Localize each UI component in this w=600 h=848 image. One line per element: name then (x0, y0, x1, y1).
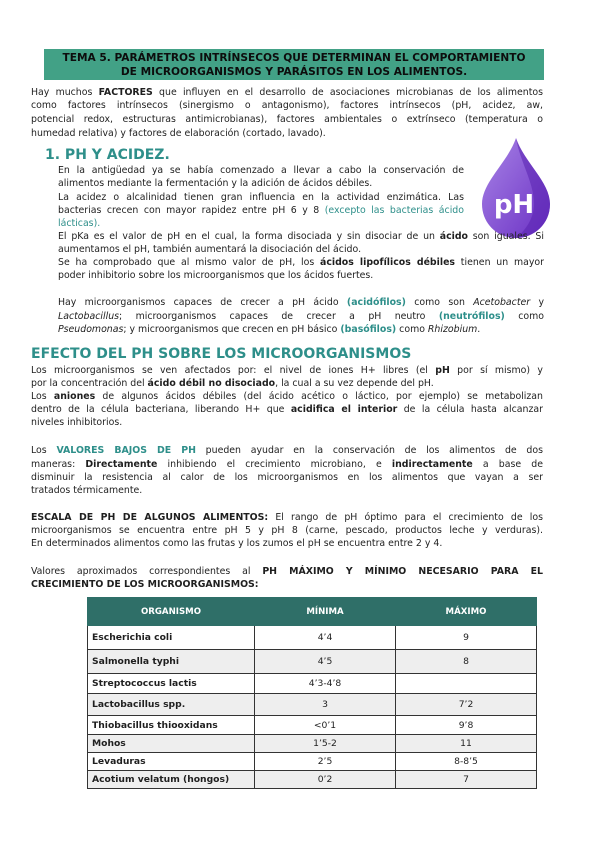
cell-max: 11 (396, 735, 537, 753)
s2-b-line-3: disminuir la resistencia al calor de los microorganismos en los alimentos que vayan a ser (31, 472, 543, 483)
table-row (88, 735, 537, 753)
cell-min: 0’2 (255, 771, 396, 789)
table-row (88, 716, 537, 735)
cell-min: 4’3-4’8 (255, 674, 396, 694)
table-row (88, 650, 537, 674)
intro-line-3: potencial redox, estructuras antimicrobianas), factores ambientales o extrínseco (temperatura o (31, 114, 543, 125)
cell-min: 4’4 (255, 626, 396, 650)
cell-organism: Mohos (88, 735, 255, 753)
s2-a-line-2: por la concentración del ácido débil no disociado, la cual a su vez depende del pH. (31, 378, 434, 389)
cell-min: 1’5-2 (255, 735, 396, 753)
cell-organism: Acotium velatum (hongos) (88, 771, 255, 789)
ph-icon-label: pH (493, 190, 535, 220)
s2-c-line-1: ESCALA DE PH DE ALGUNOS ALIMENTOS: El rango de pH óptimo para el crecimiento de los (31, 512, 543, 523)
s1-line-7: aumentamos el pH, también aumentará la disociación del ácido. (58, 244, 362, 255)
cell-organism: Lactobacillus spp. (88, 694, 255, 716)
cell-max: 9’8 (396, 716, 537, 735)
header-organismo: ORGANISMO (88, 598, 255, 626)
title-line-2: DE MICROORGANISMOS Y PARÁSITOS EN LOS ALIMENTOS. (120, 66, 468, 78)
cell-max: 8 (396, 650, 537, 674)
cell-max: 7 (396, 771, 537, 789)
s2-d-line-2: CRECIMIENTO DE LOS MICROORGANISMOS: (31, 579, 259, 590)
table-row (88, 674, 537, 694)
table-row (88, 771, 537, 789)
s1-line-2: alimentos mediante la fermentación y la adición de ácidos débiles. (58, 178, 373, 189)
s2-a-line-4: dentro de la célula bacteriana, liberando H+ que acidifica el interior de la célula hasta alcanzar (31, 404, 543, 415)
header-minima: MÍNIMA (255, 598, 396, 626)
cell-organism: Streptococcus lactis (88, 674, 255, 694)
cell-max: 7’2 (396, 694, 537, 716)
header-maximo: MÁXIMO (396, 598, 537, 626)
s2-b-line-1: Los VALORES BAJOS DE PH pueden ayudar en la conservación de los alimentos de dos (31, 445, 543, 456)
s2-d-line-1: Valores aproximados correspondientes al PH MÁXIMO Y MÍNIMO NECESARIO PARA EL (31, 566, 543, 577)
cell-min: 4’5 (255, 650, 396, 674)
s1-line-8: Se ha comprobado que al mismo valor de pH, los ácidos lipofílicos débiles tienen un mayor (58, 257, 544, 268)
cell-organism: Thiobacillus thiooxidans (88, 716, 255, 735)
s1-q-line-1: Hay microorganismos capaces de crecer a pH ácido (acidófilos) como son Acetobacter y (58, 297, 544, 308)
title-banner (44, 49, 544, 80)
s1-line-1: En la antigüedad ya se había comenzado a llevar a cabo la conservación de (58, 165, 464, 176)
s2-a-line-1: Los microorganismos se ven afectados por: el nivel de iones H+ libres (el pH por sí mismo) y (31, 365, 543, 376)
ph-range-table (87, 597, 537, 789)
s2-a-line-5: niveles inhibitorios. (31, 417, 123, 428)
table-row (88, 626, 537, 650)
section-heading-efecto-ph: EFECTO DEL PH SOBRE LOS MICROORGANISMOS (31, 346, 412, 362)
table-row (88, 694, 537, 716)
intro-line-4: humedad relativa) y factores de elaboración (cortado, lavado). (31, 128, 326, 139)
section-heading-ph-acidez: 1. PH Y ACIDEZ. (45, 147, 170, 163)
s1-line-5: lácticas). (58, 218, 101, 229)
title-line-1: TEMA 5. PARÁMETROS INTRÍNSECOS QUE DETERMINAN EL COMPORTAMIENTO (62, 52, 526, 64)
cell-max (396, 674, 537, 694)
s2-b-line-2: maneras: Directamente inhibiendo el crecimiento microbiano, e indirectamente a base de (31, 459, 543, 470)
cell-organism: Salmonella typhi (88, 650, 255, 674)
table-header-row (88, 598, 537, 626)
s1-q-line-3: Pseudomonas; y microorganismos que crecen en pH básico (basófilos) como Rhizobium. (58, 324, 481, 335)
s2-c-line-3: En determinados alimentos como las frutas y los zumos el pH se encuentra entre 2 y 4. (31, 538, 443, 549)
cell-min: <0’1 (255, 716, 396, 735)
s2-b-line-4: tratados térmicamente. (31, 485, 143, 496)
cell-min: 3 (255, 694, 396, 716)
s2-c-line-2: microorganismos se encuentra entre pH 5 y pH 8 (carne, pescado, productos leche y verduras). (31, 525, 543, 536)
s1-line-9: poder inhibitorio sobre los microorganismos que los ácidos fuertes. (58, 270, 374, 281)
intro-line-2: como factores intrínsecos (sinergismo o antagonismo), factores intrínsecos (pH, acidez, aw, (31, 100, 543, 111)
s2-a-line-3: Los aniones de algunos ácidos débiles (del ácido acético o láctico, por ejemplo) se metabolizan (31, 391, 543, 402)
cell-max: 8-8’5 (396, 753, 537, 771)
ph-drop-icon (476, 134, 556, 242)
cell-min: 2’5 (255, 753, 396, 771)
cell-organism: Levaduras (88, 753, 255, 771)
intro-line-1: Hay muchos FACTORES que influyen en el desarrollo de asociaciones microbianas de los alimentos (31, 87, 544, 98)
s1-line-6: El pKa es el valor de pH en el cual, la forma disociada y sin disociar de un ácido son iguales. Si (58, 231, 544, 242)
table-row (88, 753, 537, 771)
s1-q-line-2: Lactobacillus; microorganismos capaces de crecer a pH neutro (neutrófilos) como (58, 311, 544, 322)
s1-line-4: bacterias crecen con mayor rapidez entre pH 6 y 8 (excepto las bacterias ácido (58, 205, 464, 216)
s1-line-3: La acidez o alcalinidad tienen gran influencia en la actividad enzimática. Las (58, 192, 464, 203)
cell-max: 9 (396, 626, 537, 650)
cell-organism: Escherichia coli (88, 626, 255, 650)
